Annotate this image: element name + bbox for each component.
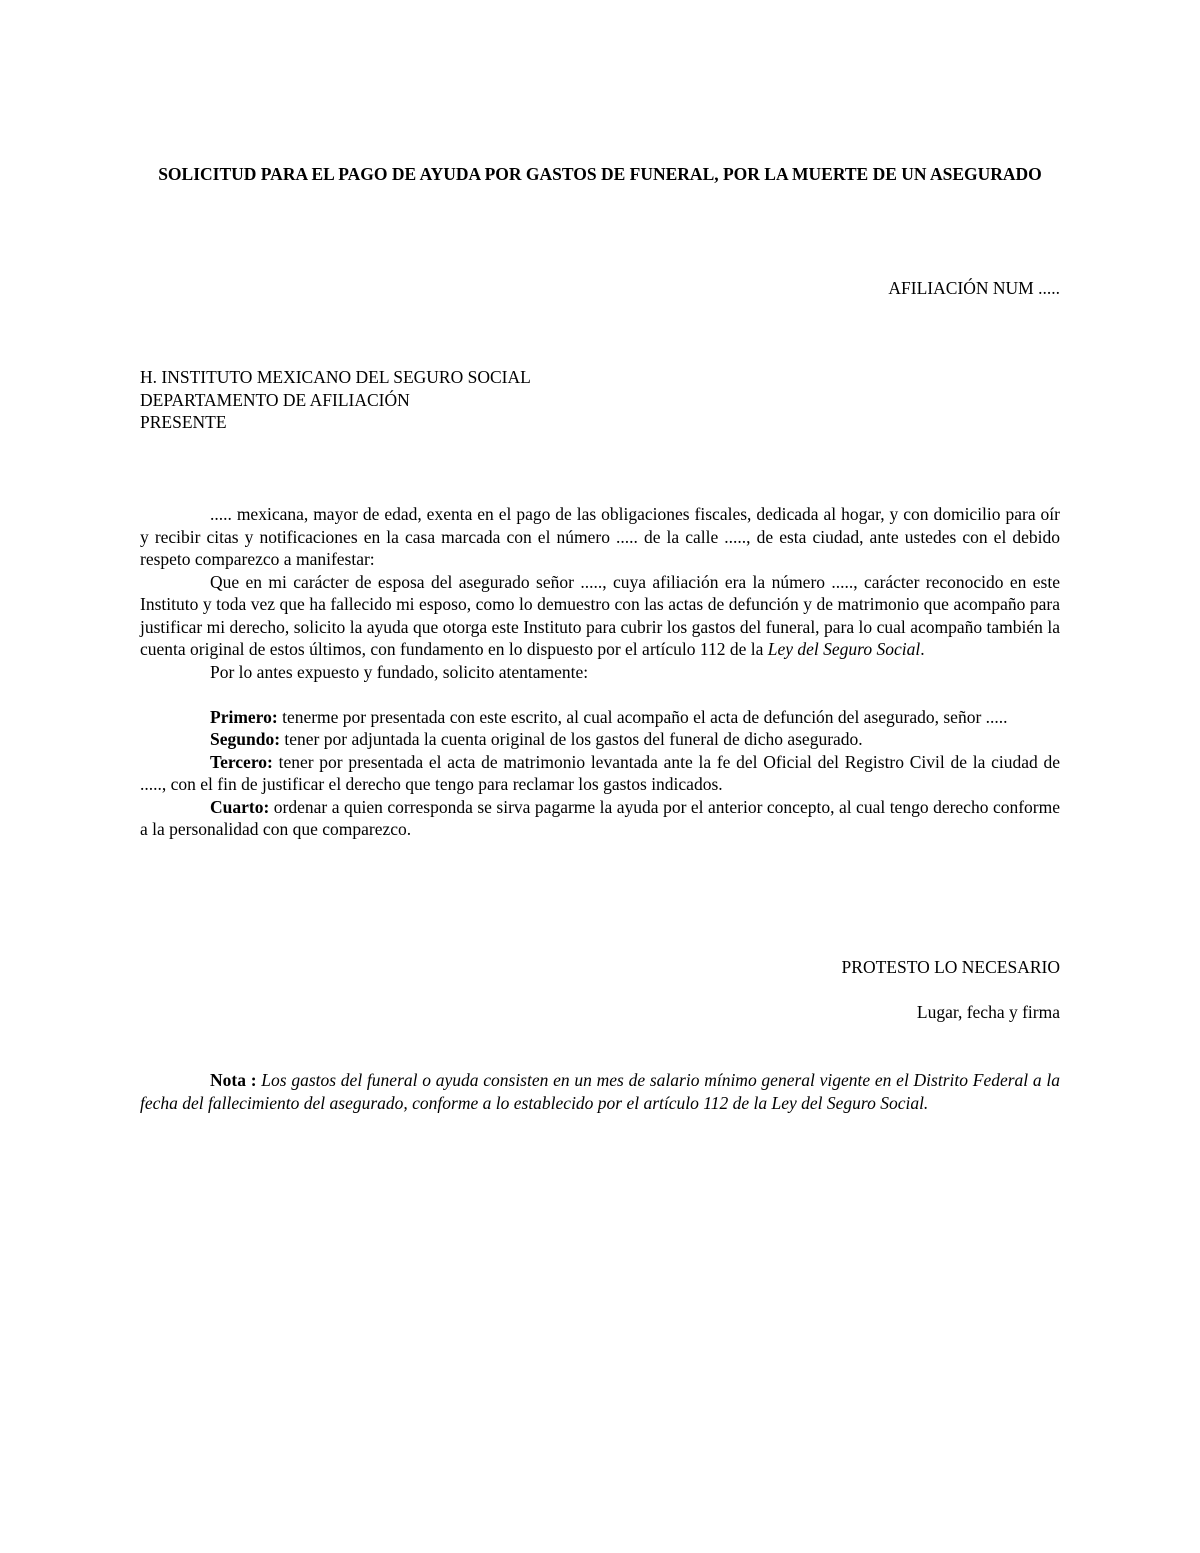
- document-body: [140, 503, 1060, 841]
- petition-segundo: [140, 728, 1060, 751]
- petition-text: tenerme por presentada con este escrito, al cual acompaño el acta de defunción del asegurado, señor .....: [277, 706, 1008, 727]
- statement-paragraph: [140, 571, 1060, 661]
- petition-label: Segundo:: [210, 729, 281, 749]
- petition-label: Primero:: [210, 706, 278, 727]
- signature-line: Lugar, fecha y firma: [916, 1002, 1060, 1022]
- closing-statement: PROTESTO LO NECESARIO: [841, 957, 1060, 977]
- note-text: Los gastos del funeral o ayuda consisten en un mes de salario mínimo general vigente en el Distrito Federal a la fecha del fallecimiento del asegurado, conforme a lo establecido por el artículo 112 de la Ley del Seguro Social.: [140, 1070, 1061, 1113]
- statement-end: .: [920, 639, 925, 659]
- intro-paragraph: ..... mexicana, mayor de edad, exenta en el pago de las obligaciones fiscales, dedicada al hogar, y con domicilio para oír y recibir citas y notificaciones en la casa marcada con el número ..... de la calle ....., de esta ciudad, ante ustedes con el debido respeto comparezco a manifestar:: [140, 504, 1060, 569]
- petition-label: Cuarto:: [210, 796, 270, 817]
- document-title: SOLICITUD PARA EL PAGO DE AYUDA POR GASTOS DE FUNERAL, POR LA MUERTE DE UN ASEGURADO: [158, 164, 1042, 184]
- addressee-department: DEPARTAMENTO DE AFILIACIÓN: [140, 389, 410, 410]
- addressee-institution: H. INSTITUTO MEXICANO DEL SEGURO SOCIAL: [140, 367, 531, 387]
- note-label: Nota :: [210, 1070, 257, 1090]
- petition-text: tener por adjuntada la cuenta original de los gastos del funeral de dicho asegurado.: [280, 729, 863, 749]
- addressee-presente: PRESENTE: [140, 412, 227, 432]
- petition-text: tener por presentada el acta de matrimonio levantada ante la fe del Oficial del Registro Civil de la ciudad de ....., con el fin de justificar el derecho que tengo para reclamar los gastos indicados.: [140, 751, 1060, 794]
- addressee-block: [140, 366, 1060, 434]
- petition-text: ordenar a quien corresponda se sirva pagarme la ayuda por el anterior concepto, al cual tengo derecho conforme a la personalidad con que comparezco.: [140, 796, 1060, 839]
- petition-label: Tercero:: [210, 751, 273, 772]
- statement-text: Que en mi carácter de esposa del asegurado señor ....., cuya afiliación era la número ....., carácter reconocido en este Instituto y toda vez que ha fallecido mi esposo, como lo demuestro con las actas de defunción y de matrimonio que acompaño para justificar mi derecho, solicito la ayuda que otorga este Instituto para cubrir los gastos del funeral, para lo cual acompaño también la cuenta original de estos últimos, con fundamento en lo dispuesto por el artículo 112 de la: [140, 571, 1060, 659]
- affiliation-number: AFILIACIÓN NUM .....: [888, 278, 1060, 298]
- request-line: Por lo antes expuesto y fundado, solicito atentamente:: [210, 661, 589, 682]
- law-name: Ley del Seguro Social: [767, 639, 921, 659]
- note-paragraph: [140, 1069, 1060, 1114]
- petition-tercero: [140, 751, 1060, 796]
- petition-primero: [140, 706, 1060, 729]
- petition-cuarto: [140, 796, 1060, 841]
- spacer: [140, 683, 1060, 706]
